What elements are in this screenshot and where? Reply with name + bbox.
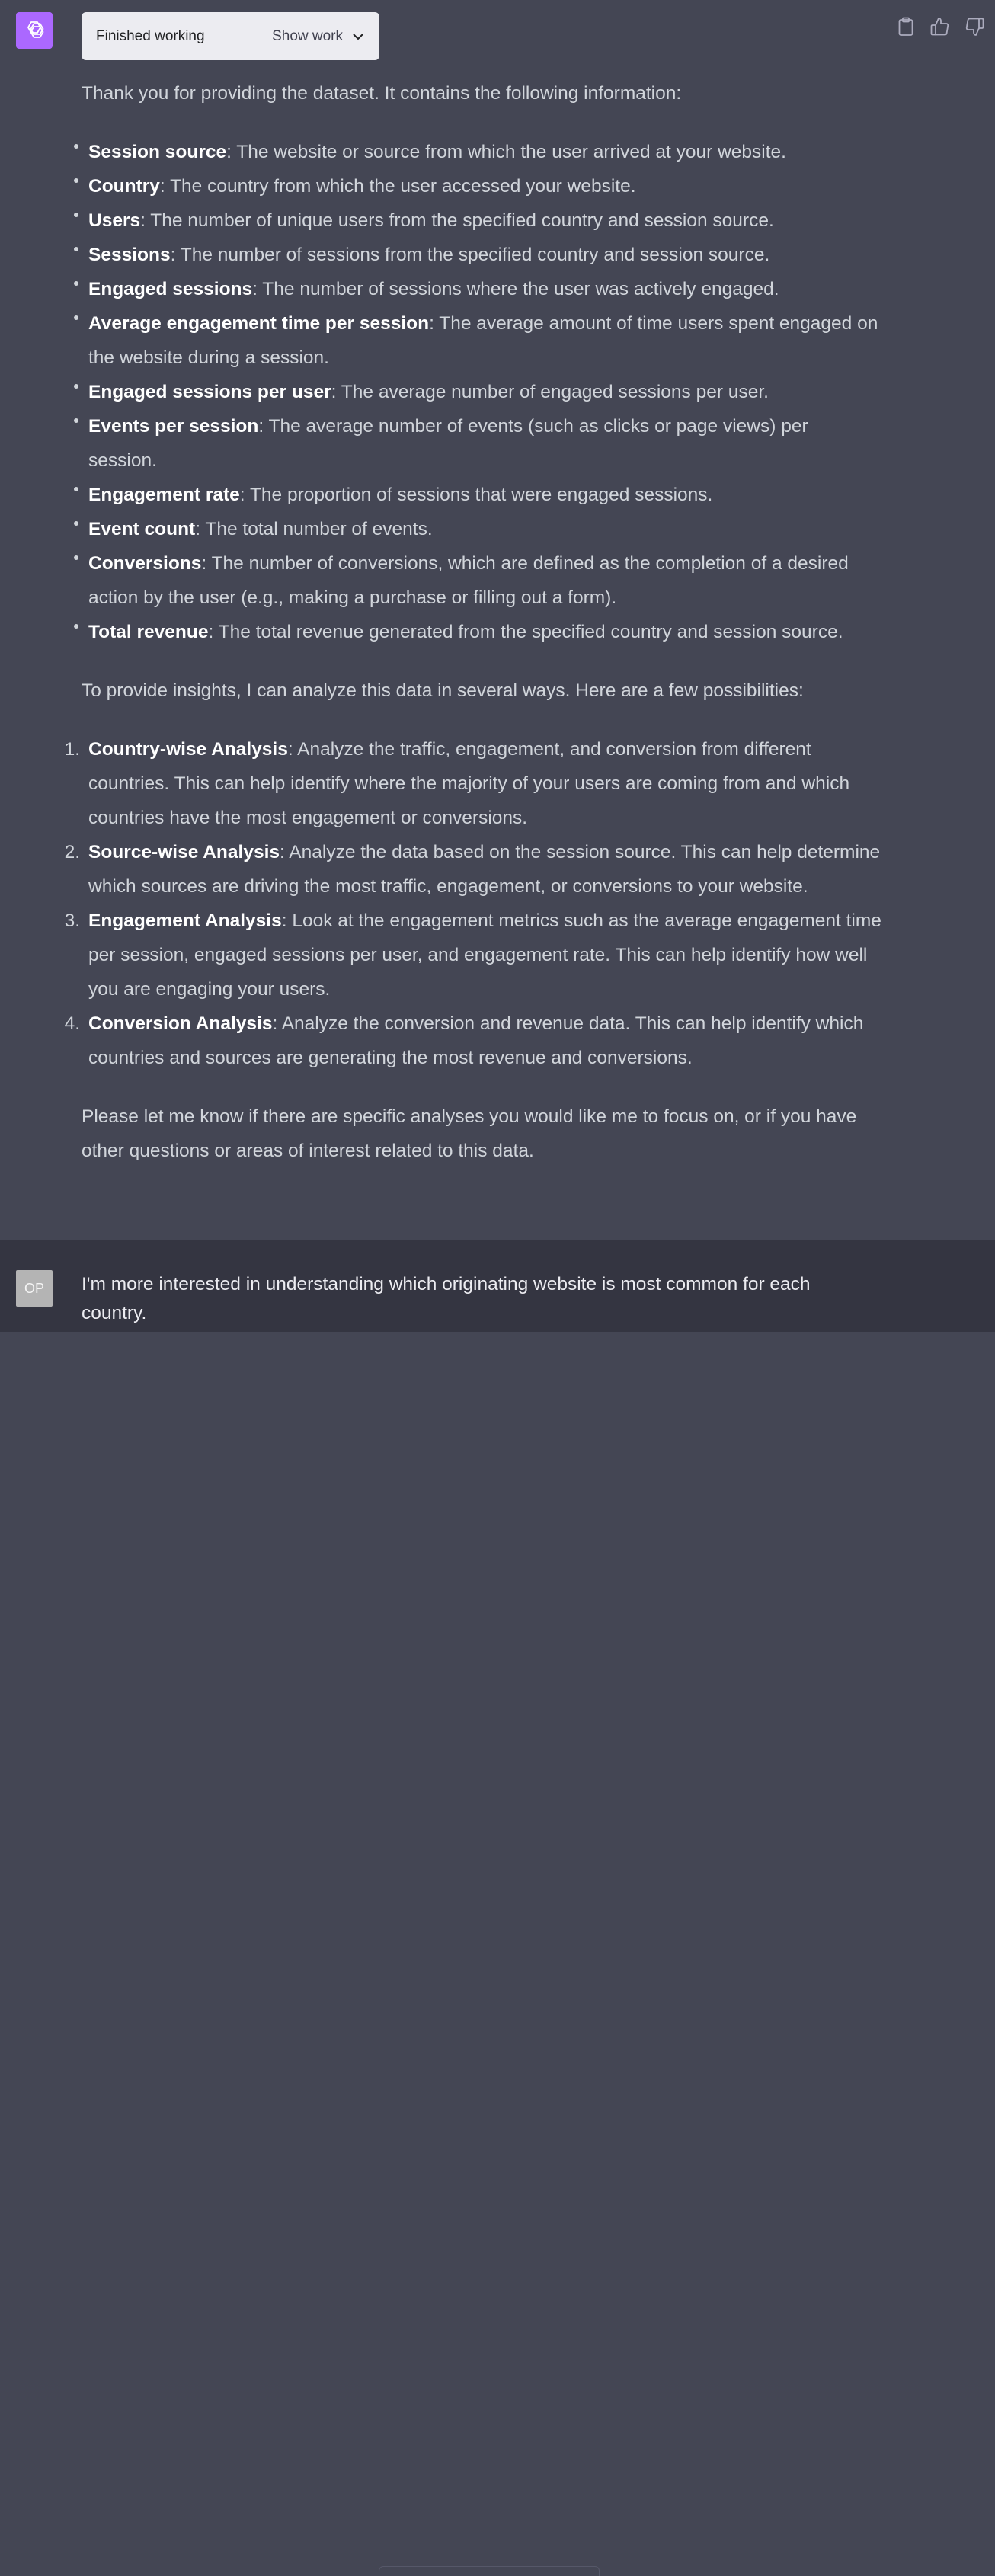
analysis-description: : Analyze the traffic, engagement, and conversion from different countries. This can help identify where the majority of your users are coming from and which countries have the most engagement or conversions.: [88, 739, 850, 828]
field-item: [82, 546, 881, 615]
user-message: [0, 1240, 995, 1332]
field-term: Sessions: [88, 245, 171, 265]
analysis-number: 2.: [64, 842, 80, 862]
field-description: : The average number of events (such as clicks or page views) per session.: [88, 416, 808, 471]
analysis-description: : Analyze the conversion and revenue data. This can help identify which countries and sources are generating the most revenue and conversions.: [88, 1013, 864, 1068]
analysis-description: : Look at the engagement metrics such as the average engagement time per session, engaged sessions per user, and engagement rate. This can help identify how well you are engaging your users.: [88, 910, 881, 1000]
closing-paragraph: Please let me know if there are specific analyses you would like me to focus on, or if you have other questions or areas of interest related to this data.: [82, 1106, 857, 1161]
message-actions: [896, 15, 984, 38]
field-term: Country: [88, 176, 160, 197]
field-term: Engagement rate: [88, 485, 240, 505]
intro-paragraph: Thank you for providing the dataset. It contains the following information:: [82, 83, 682, 104]
field-item: [82, 478, 881, 512]
assistant-message-body: [64, 76, 881, 1168]
field-description: : The average amount of time users spent engaged on the website during a session.: [88, 313, 878, 368]
analysis-number: 1.: [64, 739, 80, 760]
field-term: Total revenue: [88, 622, 209, 642]
field-item: [82, 203, 881, 238]
analysis-description: : Analyze the data based on the session source. This can help determine which sources are driving the most traffic, engagement, or conversions to your website.: [88, 842, 881, 897]
analysis-item: [64, 732, 881, 835]
fields-list: [82, 135, 881, 649]
field-description: : The country from which the user accessed your website.: [159, 176, 636, 197]
user-avatar: OP: [16, 1270, 53, 1307]
analysis-term: Country-wise Analysis: [88, 739, 288, 760]
analysis-number: 4.: [64, 1013, 80, 1034]
field-item: [82, 272, 881, 306]
thumbs-down-icon[interactable]: [965, 15, 984, 38]
analysis-term: Source-wise Analysis: [88, 842, 280, 862]
show-work-label: Show work: [272, 27, 343, 44]
field-item: [82, 615, 881, 649]
field-item: [82, 409, 881, 478]
field-term: Average engagement time per session: [88, 313, 430, 334]
field-description: : The number of sessions from the specified country and session source.: [170, 245, 770, 265]
field-description: : The total revenue generated from the specified country and session source.: [208, 622, 843, 642]
field-term: Conversions: [88, 553, 202, 574]
field-description: : The number of conversions, which are defined as the completion of a desired action by the user (e.g., making a purchase or filling out a form).: [88, 553, 849, 608]
openai-logo-icon: [16, 12, 53, 49]
regenerate-button-edge[interactable]: [379, 2566, 600, 2576]
analysis-term: Conversion Analysis: [88, 1013, 273, 1034]
analysis-term: Engagement Analysis: [88, 910, 282, 931]
field-term: Engaged sessions: [88, 279, 253, 299]
clipboard-icon[interactable]: [896, 15, 916, 38]
field-item: [82, 512, 881, 546]
field-item: [82, 238, 881, 272]
field-term: Events per session: [88, 416, 259, 437]
show-work-toggle[interactable]: [82, 12, 379, 60]
field-item: [82, 375, 881, 409]
thumbs-up-icon[interactable]: [930, 15, 950, 38]
field-term: Session source: [88, 142, 227, 162]
field-description: : The average number of engaged sessions per user.: [331, 382, 769, 402]
analysis-item: [64, 1006, 881, 1075]
analysis-item: [64, 904, 881, 1006]
field-term: Event count: [88, 519, 196, 539]
field-description: : The proportion of sessions that were engaged sessions.: [239, 485, 713, 505]
chevron-down-icon: [352, 33, 364, 40]
assistant-message: [0, 0, 995, 1240]
field-term: Users: [88, 210, 141, 231]
user-message-text: I'm more interested in understanding which originating website is most common for each country.: [82, 1274, 811, 1323]
field-description: : The website or source from which the user arrived at your website.: [226, 142, 786, 162]
field-description: : The total number of events.: [195, 519, 433, 539]
field-item: [82, 169, 881, 203]
field-term: Engaged sessions per user: [88, 382, 331, 402]
field-description: : The number of unique users from the specified country and session source.: [140, 210, 774, 231]
field-description: : The number of sessions where the user was actively engaged.: [252, 279, 779, 299]
analyses-list: [64, 732, 881, 1075]
analysis-number: 3.: [64, 910, 80, 931]
field-item: [82, 306, 881, 375]
status-text: Finished working: [96, 27, 205, 44]
insights-intro: To provide insights, I can analyze this data in several ways. Here are a few possibilities:: [82, 680, 804, 701]
field-item: [82, 135, 881, 169]
analysis-item: [64, 835, 881, 904]
